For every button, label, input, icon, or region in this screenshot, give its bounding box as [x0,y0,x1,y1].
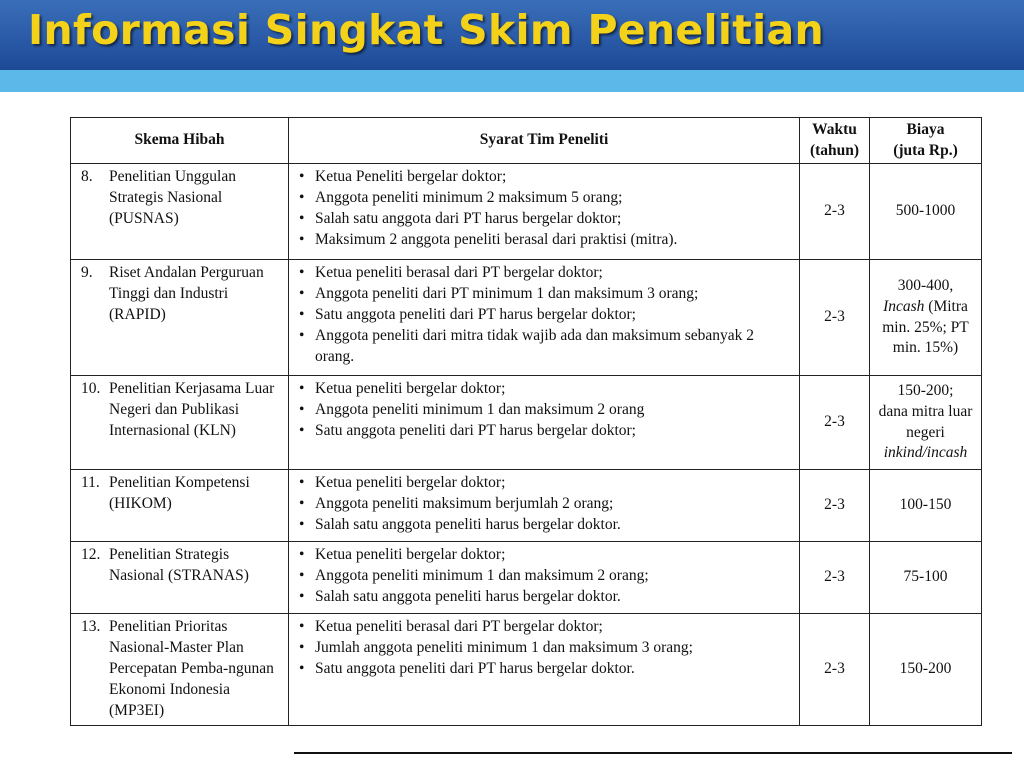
cost-source: dana mitra luar negeri [878,402,973,441]
row-number: 13. [81,618,101,635]
requirements-cell [289,614,800,726]
table-header-row [71,118,982,164]
list-item: • Satu anggota peneliti dari PT harus bergelar doktor; [299,421,795,442]
requirements-list [289,260,799,370]
list-item: • Jumlah anggota peneliti minimum 1 dan maksimum 3 orang; [299,638,795,659]
list-item: • Salah satu anggota peneliti harus bergelar doktor. [299,587,795,608]
scheme-cell [71,260,289,376]
list-item: • Anggota peneliti dari PT minimum 1 dan maksimum 3 orang; [299,284,795,305]
cost-range: 150-200; [897,381,954,399]
list-item: • Salah satu anggota peneliti harus bergelar doktor. [299,515,795,536]
row-number: 9. [81,264,93,281]
title-bar [0,0,1024,70]
scheme-name: Penelitian Strategis Nasional (STRANAS) [109,546,249,584]
scheme-name: Penelitian Unggulan Strategis Nasional (PUSNAS) [109,168,236,227]
table-row [71,470,982,542]
requirements-cell [289,376,800,470]
header-requirements: Syarat Tim Peneliti [289,118,800,164]
list-item: • Ketua peneliti berasal dari PT bergelar doktor; [299,263,795,284]
scheme-cell [71,542,289,614]
cost-cell [870,376,982,470]
header-cost [870,118,982,164]
scheme-name: Penelitian Prioritas Nasional-Master Plan Percepatan Pemba-ngunan Ekonomi Indonesia (MP3EI) [109,618,274,719]
list-item: • Maksimum 2 anggota peneliti berasal dari praktisi (mitra). [299,230,795,251]
grant-scheme-table [70,117,982,726]
cost-cell: 150-200 [870,614,982,726]
list-item: • Anggota peneliti minimum 1 dan maksimum 2 orang; [299,566,795,587]
list-item: • Ketua peneliti bergelar doktor; [299,473,795,494]
time-cell: 2-3 [800,376,870,470]
header-scheme: Skema Hibah [71,118,289,164]
cost-cell: 500-1000 [870,164,982,260]
table-row [71,542,982,614]
accent-bar [0,70,1024,92]
cost-range: 300-400, [897,276,954,294]
cost-cell: 75-100 [870,542,982,614]
scheme-cell [71,376,289,470]
list-item: • Satu anggota peneliti dari PT harus bergelar doktor. [299,659,795,680]
header-time-line1: Waktu [812,120,857,138]
row-number: 11. [81,474,100,491]
time-cell: 2-3 [800,542,870,614]
list-item: • Anggota peneliti dari mitra tidak wajib ada dan maksimum sebanyak 2 orang. [299,326,795,368]
list-item: • Ketua peneliti bergelar doktor; [299,379,795,400]
cost-incash: Incash [883,297,925,315]
list-item: • Anggota peneliti minimum 1 dan maksimum 2 orang [299,400,795,421]
slide-title: Informasi Singkat Skim Penelitian [28,6,824,54]
cost-type: inkind/incash [883,444,968,462]
cost-note: (Mitra min. 25%; PT min. 15%) [882,297,969,357]
list-item: • Anggota peneliti maksimum berjumlah 2 orang; [299,494,795,515]
scheme-name: Penelitian Kompetensi (HIKOM) [109,474,250,512]
time-cell: 2-3 [800,470,870,542]
row-number: 8. [81,168,93,185]
scheme-name: Penelitian Kerjasama Luar Negeri dan Publikasi Internasional (KLN) [109,380,275,439]
scheme-cell [71,164,289,260]
row-number: 12. [81,546,101,563]
list-item: • Ketua Peneliti bergelar doktor; [299,167,795,188]
table-row [71,260,982,376]
requirements-list [289,614,799,682]
requirements-list [289,376,799,444]
row-number: 10. [81,380,101,397]
table-row [71,376,982,470]
list-item: • Ketua peneliti berasal dari PT bergelar doktor; [299,617,795,638]
cost-cell: 100-150 [870,470,982,542]
table-row [71,164,982,260]
requirements-list [289,470,799,538]
footer-divider [294,752,1012,754]
header-cost-line2: (juta Rp.) [893,141,958,159]
scheme-name: Riset Andalan Perguruan Tinggi dan Industri (RAPID) [109,264,264,323]
table-row [71,614,982,726]
header-cost-line1: Biaya [906,120,945,138]
requirements-cell [289,260,800,376]
list-item: • Anggota peneliti minimum 2 maksimum 5 orang; [299,188,795,209]
requirements-cell [289,542,800,614]
list-item: • Satu anggota peneliti dari PT harus bergelar doktor; [299,305,795,326]
header-time [800,118,870,164]
cost-cell [870,260,982,376]
scheme-cell [71,470,289,542]
list-item: • Ketua peneliti bergelar doktor; [299,545,795,566]
requirements-list [289,542,799,610]
list-item: • Salah satu anggota dari PT harus bergelar doktor; [299,209,795,230]
requirements-cell [289,470,800,542]
header-time-line2: (tahun) [809,141,860,159]
time-cell: 2-3 [800,614,870,726]
scheme-cell [71,614,289,726]
requirements-list [289,164,799,253]
requirements-cell [289,164,800,260]
time-cell: 2-3 [800,164,870,260]
time-cell: 2-3 [800,260,870,376]
